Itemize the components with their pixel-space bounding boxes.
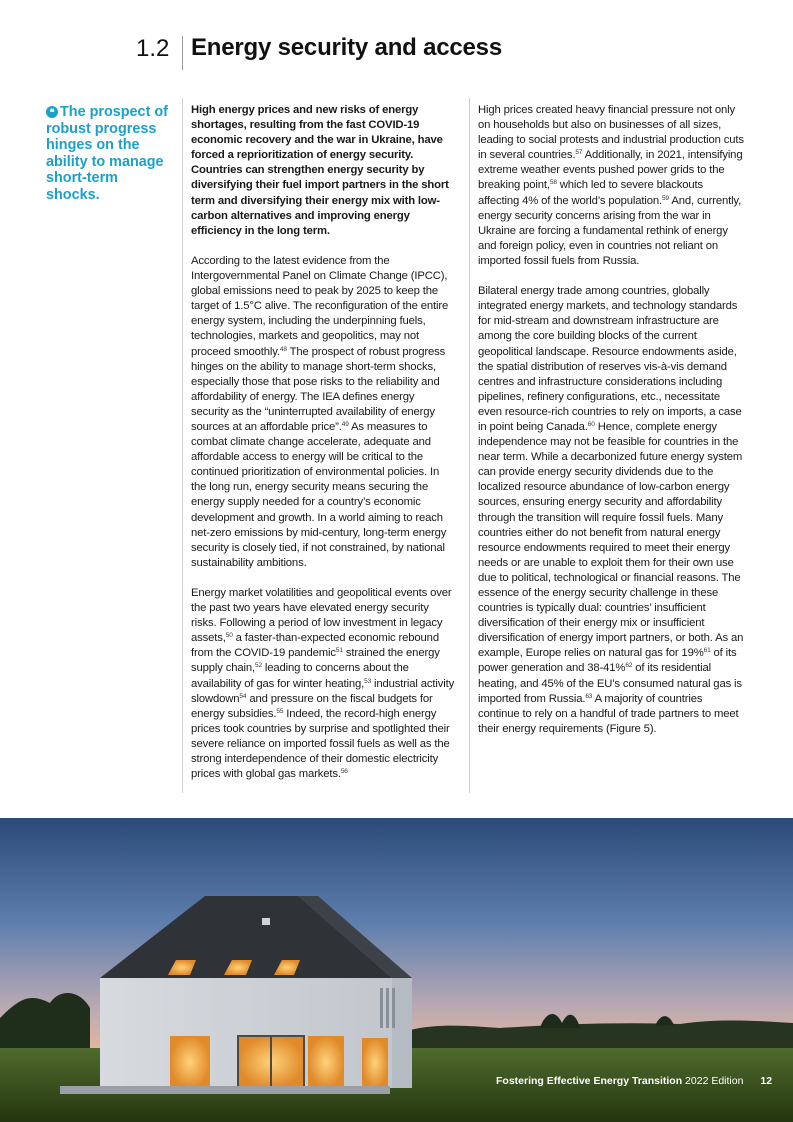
page-number: 12 (760, 1075, 773, 1087)
footnote-ref: 63 (585, 692, 593, 700)
title-divider (182, 36, 183, 70)
footnote-ref: 52 (255, 662, 262, 670)
footnote-ref: 59 (662, 194, 669, 202)
footnote-ref: 50 (225, 632, 233, 640)
footnote-ref: 58 (549, 179, 557, 187)
footnote-ref: 54 (239, 692, 247, 700)
paragraph-trade: Bilateral energy trade among countries, globally integrated energy markets, and technology standards for mid-stream and downstream infrastructure are among the core building blocks of the current geopolitical landscape. Resource endowments aside, the spatial distribution of reserves vis-à-vis demand centres and infrastructure considerations including pipelines, refinery configurations, etc., necessitate even resource-rich countries to rely on imports, a case in point being Canada.$^{60}$ Hence, complete energy independence may not be feasible for countries in the near term. While a decarbonized future energy system can provide energy security dividends due to the localized resource abundance of low-carbon energy sources, ensuring energy security and affordability through the transition will require fossil fuels. Many countries either do not benefit from natural energy resource endowments required to meet their energy needs or are unable to exploit them for their own use due to political, technological or financial reasons. The essence of the energy security challenge in these countries is typically dual: countries’ insufficient diversification of their energy mix or insufficient diversification of energy import partners, or both. As an example, Europe relies on natural gas for 19%$^{61}$ of its power generation and 38-41%$^{62}$ of its residential heating, and 45% of the EU’s consumed natural gas is imported from Russia.$^{63}$ A majority of countries continue to rely on a handful of trade partners to meet their energy requirements (Figure 5). (478, 285, 744, 735)
footnote-ref: 56 (340, 768, 348, 776)
paragraph-volatility: Energy market volatilities and geopolitical events over the past two years have elevated energy security risks. Following a period of low investment in legacy assets,$^{50}$ a faster-than-expected economic rebound from the COVID-19 pandemic$^{51}$ strained the energy supply chain,$^{52}$ leading to concerns about the availability of gas for winter heating,$^{53}$ industrial activity slowdown$^{54}$ and pressure on the fiscal budgets for energy subsidies.$^{55}$ Indeed, the record-high energy prices took countries by surprise and spotlighted their severe reliance on imported fossil fuels as well as the strong interdependence of their domestic electricity prices with global gas markets.$^{56}$ (191, 587, 455, 781)
right-column (478, 103, 744, 752)
footnote-ref: 48 (279, 345, 287, 353)
footnote-ref: 61 (703, 647, 711, 655)
lead-paragraph: High energy prices and new risks of energy shortages, resulting from the fast COVID-19 economic recovery and the war in Ukraine, have forced a reprioritization of energy security. Countries can strengthen energy security by diversifying their fuel import partners in the short term and diversifying their energy mix with low-carbon alternatives and improving energy efficiency in the long term. (191, 104, 449, 237)
footnote-ref: 51 (335, 647, 343, 655)
paragraph-ipcc: According to the latest evidence from the Intergovernmental Panel on Climate Change (IPCC), global emissions need to peak by 2025 to keep the target of 1.5°C alive. The reconfiguration of the entire energy system, including the underpinning fuels, technologies, markets and geopolitics, may not proceed smoothly.$^{48}$ The prospect of robust progress hinges on the ability to manage short-term shocks, especially those that pose risks to the reliability and affordability of energy. The IEA defines energy security as the “uninterrupted availability of energy sources at an affordable price”.$^{49}$ As measures to combat climate change accelerate, adequate and affordable access to energy will be critical to the continued prioritization of environmental policies. In the long run, energy security means securing the energy supply needed for a country’s economic development and growth. In a world aiming to reach net-zero emissions by mid-century, long-term energy security is closely tied, if not constrained, by national sustainability ambitions. (191, 254, 449, 569)
section-title: Energy security and access (191, 34, 502, 61)
column-divider-left (182, 98, 183, 793)
footnote-ref: 53 (364, 677, 372, 685)
footnote-ref: 60 (587, 420, 595, 428)
column-divider-right (469, 98, 470, 793)
footnote-ref: 62 (625, 662, 633, 670)
paragraph-prices: High prices created heavy financial pressure not only on households but also on businesses of all sizes, leading to social protests and industrial production cuts in several countries.$^{57}$ Additionally, in 2021, intensifying extreme weather events pushed power grids to the breaking point,$^{58}$ which led to severe blackouts affecting 4% of the world’s population.$^{59}$ And, currently, energy security concerns arising from the war in Ukraine are forcing a fundamental rethink of energy and foreign policy, even in countries not reliant on imported fossil fuels from Russia. (478, 104, 744, 267)
footer-edition: 2022 Edition (685, 1075, 744, 1087)
footnote-ref: 57 (575, 149, 583, 157)
footer-report-title: Fostering Effective Energy Transition (496, 1075, 683, 1087)
left-column (191, 103, 455, 797)
pull-quote-text: The prospect of robust progress hinges on the ability to manage short-term shocks. (46, 104, 168, 203)
page-footer (496, 1075, 772, 1087)
pull-quote (46, 104, 170, 203)
footnote-ref: 55 (276, 707, 284, 715)
quote-icon: ❝ (46, 106, 58, 118)
section-number: 1.2 (136, 35, 170, 62)
footnote-ref: 49 (341, 420, 349, 428)
